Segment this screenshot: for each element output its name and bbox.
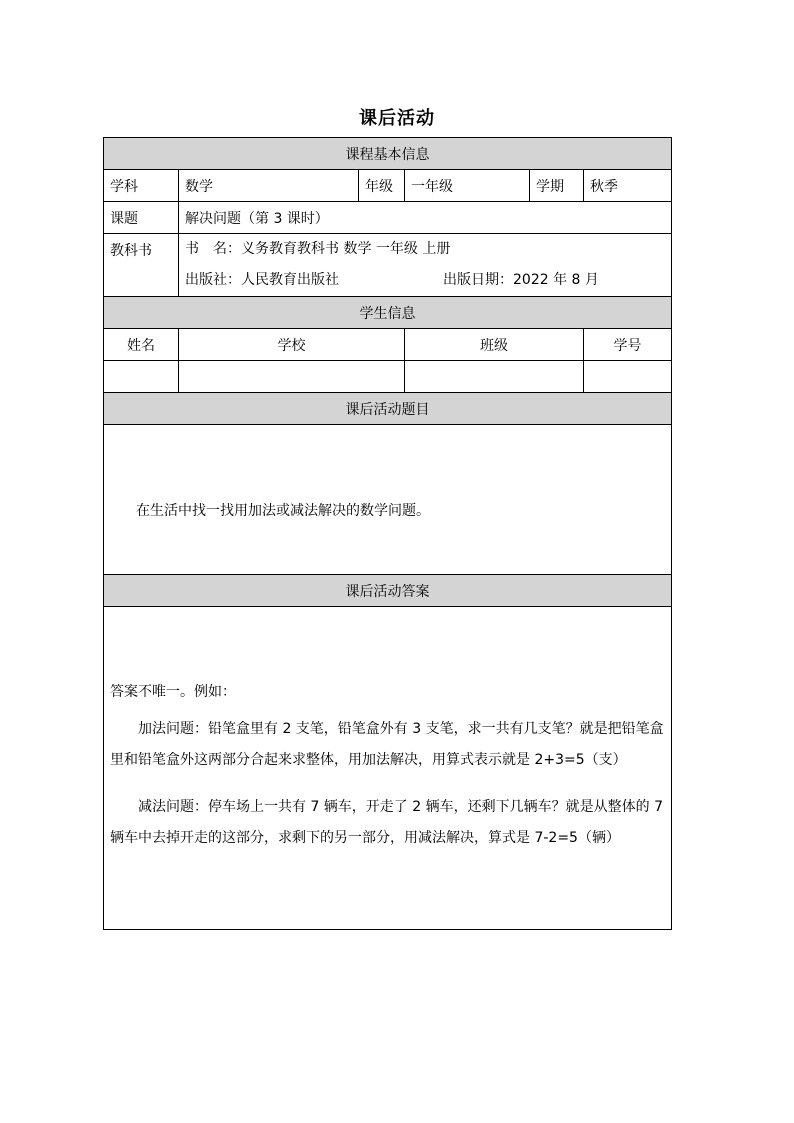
student-class-field[interactable]	[405, 361, 584, 393]
student-school-field[interactable]	[179, 361, 405, 393]
publisher-label: 出版社：	[185, 272, 241, 288]
document-title: 课后活动	[359, 108, 435, 129]
section-activity-answer: 课后活动答案	[104, 575, 672, 607]
book-name-label: 书 名：	[185, 241, 241, 257]
book-name-value: 义务教育教科书 数学 一年级 上册	[241, 241, 451, 257]
topic-value: 解决问题（第 3 课时）	[179, 202, 672, 234]
term-label: 学期	[530, 170, 584, 202]
subject-label: 学科	[104, 170, 179, 202]
topic-label: 课题	[104, 202, 179, 234]
grade-label: 年级	[359, 170, 405, 202]
answer-addition-paragraph: 加法问题：铅笔盒里有 2 支笔，铅笔盒外有 3 支笔，求一共有几支笔？就是把铅笔盒里和铅笔盒外这两部分合起来求整体，用加法解决，用算式表示就是 2+3=5（支）	[110, 721, 664, 768]
section-activity-prompt: 课后活动题目	[104, 393, 672, 425]
student-header-name: 姓名	[104, 329, 179, 361]
activity-prompt-cell	[104, 425, 672, 575]
textbook-details	[179, 234, 672, 297]
activity-prompt-text: 在生活中找一找用加法或减法解决的数学问题。	[136, 502, 430, 519]
publish-date-label: 出版日期：	[443, 272, 513, 288]
student-header-class: 班级	[405, 329, 584, 361]
answer-intro: 答案不唯一。例如：	[110, 684, 236, 700]
publisher-value: 人民教育出版社	[241, 272, 339, 288]
textbook-label: 教科书	[104, 234, 179, 297]
student-name-field[interactable]	[104, 361, 179, 393]
activity-form	[103, 137, 672, 930]
term-value: 秋季	[584, 170, 672, 202]
section-basic-info: 课程基本信息	[104, 138, 672, 170]
subject-value: 数学	[179, 170, 359, 202]
grade-value: 一年级	[405, 170, 530, 202]
student-header-id: 学号	[584, 329, 672, 361]
section-student-info: 学生信息	[104, 297, 672, 329]
book-name-line	[185, 234, 665, 265]
answer-subtraction-paragraph: 减法问题：停车场上一共有 7 辆车，开走了 2 辆车，还剩下几辆车？就是从整体的 7 辆车中去掉开走的这部分，求剩下的另一部分，用减法解决，算式是 7-2=5（辆）	[110, 799, 663, 846]
publish-date-value: 2022 年 8 月	[513, 272, 599, 288]
student-header-school: 学校	[179, 329, 405, 361]
student-id-field[interactable]	[584, 361, 672, 393]
activity-answer-cell	[104, 607, 672, 930]
publisher-line	[185, 265, 665, 296]
